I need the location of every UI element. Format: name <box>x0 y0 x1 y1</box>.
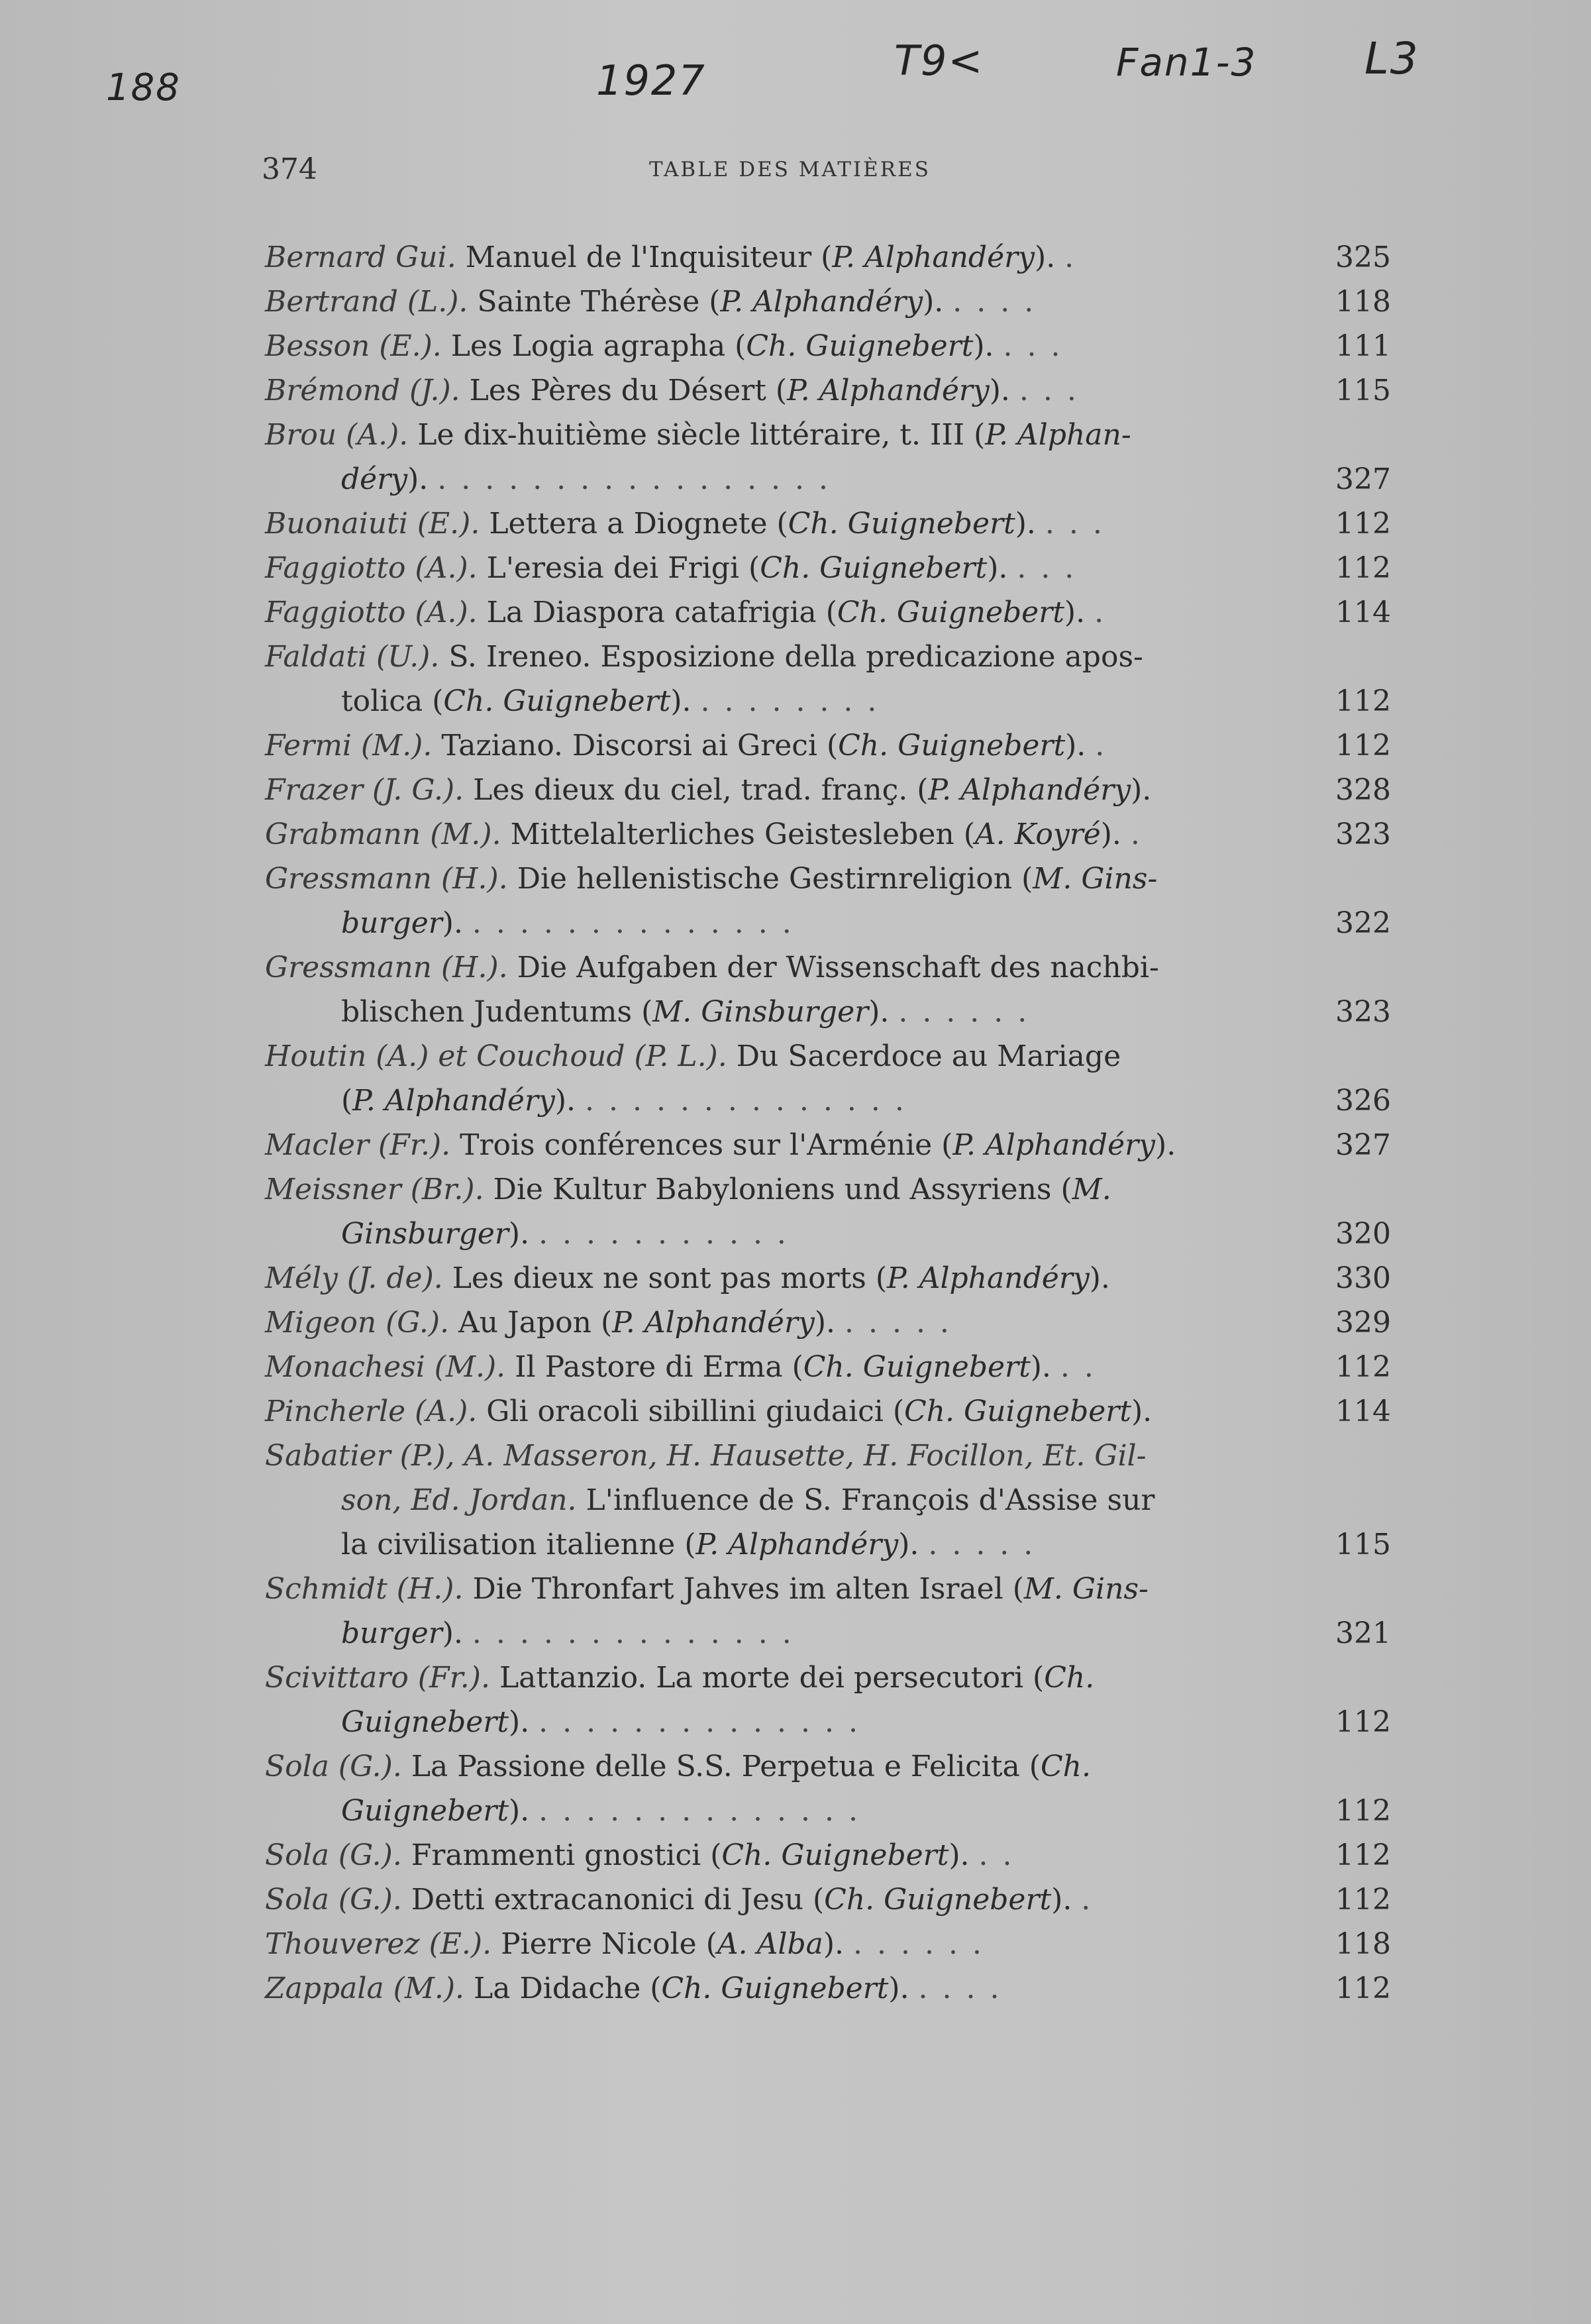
toc-entry: Sola (G.). La Passione delle S.S. Perpetua e Felicita (Ch. Guignebert). .............. 112 <box>265 1744 1391 1833</box>
entry-reviewer-cont: déry <box>341 462 408 496</box>
toc-entry: Faggiotto (A.). La Diaspora catafrigia (Ch. Guignebert). . 114 <box>265 590 1391 635</box>
entry-page: 326 <box>1335 1084 1391 1118</box>
entry-title: Du Sacerdoce au Mariage <box>736 1039 1121 1073</box>
entry-reviewer-cont: Guignebert <box>341 1705 509 1739</box>
entry-title: Die Aufgaben der Wissenschaft des nachbi- <box>517 951 1159 984</box>
toc-entry: Bernard Gui. Manuel de l'Inquisiteur (P. Alphandéry). . 325 <box>265 235 1391 280</box>
toc-entry: Meissner (Br.). Die Kultur Babyloniens und Assyriens (M. Ginsburger). ........... 320 <box>265 1167 1391 1256</box>
entry-title: S. Ireneo. Esposizione della predicazione apos- <box>448 640 1143 674</box>
toc-entry: Grabmann (M.). Mittelalterliches Geistesleben (A. Koyré). . 323 <box>265 812 1391 857</box>
entry-reviewer: Ch. Guignebert <box>837 596 1064 629</box>
entry-title-cont: tolica <box>341 684 423 718</box>
toc-entry: Faggiotto (A.). L'eresia dei Frigi (Ch. Guignebert). ... 112 <box>265 546 1391 590</box>
entry-author: Brou (A.). <box>265 418 409 452</box>
entry-author: Sabatier (P.), A. Masseron, H. Hausette, H. Focillon, Et. Gil- <box>265 1439 1147 1473</box>
toc-entry: Mély (J. de). Les dieux ne sont pas morts (P. Alphandéry). 330 <box>265 1256 1391 1300</box>
entry-author-cont: son, Ed. Jordan. <box>341 1483 577 1517</box>
entry-reviewer: P. Alphandéry <box>787 374 990 407</box>
entry-reviewer: P. Alphandéry <box>928 773 1131 807</box>
entry-author: Pincherle (A.). <box>265 1395 478 1428</box>
entry-reviewer: P. Alphandéry <box>612 1306 815 1340</box>
entry-page: 114 <box>1335 596 1391 629</box>
entry-reviewer: Ch. Guignebert <box>838 729 1066 763</box>
entry-page: 323 <box>1335 995 1391 1029</box>
entry-page: 322 <box>1335 906 1391 940</box>
toc-entry: Besson (E.). Les Logia agrapha (Ch. Guignebert). ... 111 <box>265 324 1391 368</box>
entry-page: 327 <box>1335 462 1391 496</box>
entry-author: Brémond (J.). <box>265 374 460 407</box>
entry-title: Taziano. Discorsi ai Greci <box>441 729 817 763</box>
entry-reviewer: P. Alphandéry <box>952 1128 1156 1162</box>
entry-reviewer: P. Alphandéry <box>695 1528 899 1561</box>
entry-author: Bertrand (L.). <box>265 285 468 319</box>
entry-reviewer: Ch. <box>1044 1661 1095 1695</box>
toc-entry: Sola (G.). Frammenti gnostici (Ch. Guignebert). .. 112 <box>265 1833 1391 1877</box>
entry-page: 112 <box>1335 1838 1391 1872</box>
toc-entry: Gressmann (H.). Die Aufgaben der Wissenschaft des nachbi- blischen Judentums (M. Ginsburger). ...... 323 <box>265 945 1391 1034</box>
toc-entry: Bertrand (L.). Sainte Thérèse (P. Alphandéry). .... 118 <box>265 280 1391 324</box>
entry-page: 112 <box>1335 1972 1391 2005</box>
entry-reviewer: M. Ginsburger <box>652 995 869 1029</box>
entry-page: 112 <box>1335 1705 1391 1739</box>
entry-reviewer: Ch. Guignebert <box>903 1395 1131 1428</box>
handwritten-note: Fan1-3 <box>1116 40 1257 85</box>
entry-reviewer: P. Alphandéry <box>720 285 923 319</box>
entry-author: Zappala (M.). <box>265 1972 465 2005</box>
entry-page: 327 <box>1335 1128 1391 1162</box>
toc-entry: Macler (Fr.). Trois conférences sur l'Arménie (P. Alphandéry). 327 <box>265 1123 1391 1167</box>
entry-page: 118 <box>1335 285 1391 319</box>
entry-reviewer: Ch. Guignebert <box>760 551 988 585</box>
toc-entry: Pincherle (A.). Gli oracoli sibillini giudaici (Ch. Guignebert). 114 <box>265 1389 1391 1434</box>
entry-author: Monachesi (M.). <box>265 1350 506 1384</box>
entry-title: L'influence de S. François d'Assise sur <box>586 1483 1155 1517</box>
entry-author: Fermi (M.). <box>265 729 433 763</box>
entry-title: Frammenti gnostici <box>411 1838 701 1872</box>
toc-entry: Sabatier (P.), A. Masseron, H. Hausette, H. Focillon, Et. Gil- son, Ed. Jordan. L'influence de S. François d'Assise sur la civilisation italienne (P. Alphandéry). ..... 115 <box>265 1434 1391 1567</box>
entry-author: Gressmann (H.). <box>265 951 508 984</box>
entry-author: Thouverez (E.). <box>265 1927 492 1961</box>
entry-author: Bernard Gui. <box>265 240 456 274</box>
entry-title: Die Kultur Babyloniens und Assyriens <box>493 1173 1052 1206</box>
entry-reviewer: Ch. Guignebert <box>746 329 974 363</box>
entry-reviewer: Ch. Guignebert <box>661 1972 889 2005</box>
entry-reviewer: Ch. Guignebert <box>443 684 671 718</box>
toc-entry: Fermi (M.). Taziano. Discorsi ai Greci (Ch. Guignebert). . 112 <box>265 723 1391 768</box>
toc-entry: Scivittaro (Fr.). Lattanzio. La morte dei persecutori (Ch. Guignebert). .............. 112 <box>265 1656 1391 1744</box>
page-number: 374 <box>262 152 317 186</box>
entry-page: 323 <box>1335 818 1391 851</box>
toc-entry: Frazer (J. G.). Les dieux du ciel, trad. franç. (P. Alphandéry). 328 <box>265 768 1391 812</box>
entry-reviewer: M. Gins- <box>1023 1572 1149 1606</box>
toc-entry: Brémond (J.). Les Pères du Désert (P. Alphandéry). ... 115 <box>265 368 1391 413</box>
entry-title: Les dieux ne sont pas morts <box>452 1261 866 1295</box>
entry-reviewer: Ch. Guignebert <box>824 1883 1052 1917</box>
entry-title: Le dix-huitième siècle littéraire, t. III <box>417 418 965 452</box>
toc-entry: Monachesi (M.). Il Pastore di Erma (Ch. Guignebert). .. 112 <box>265 1345 1391 1389</box>
entry-title: La Didache <box>474 1972 641 2005</box>
handwritten-note: L3 <box>1364 33 1419 84</box>
handwritten-note: 1927 <box>596 56 706 105</box>
toc-entry: Houtin (A.) et Couchoud (P. L.). Du Sacerdoce au Mariage (P. Alphandéry). .............. 326 <box>265 1034 1391 1123</box>
entry-reviewer-cont: Guignebert <box>341 1794 509 1828</box>
entry-author: Faggiotto (A.). <box>265 551 478 585</box>
entry-page: 112 <box>1335 551 1391 585</box>
entry-reviewer-cont: burger <box>341 906 442 940</box>
entry-author: Meissner (Br.). <box>265 1173 484 1206</box>
entry-page: 321 <box>1335 1616 1391 1650</box>
entry-title: Mittelalterliches Geistesleben <box>510 818 954 851</box>
toc-entry: Zappala (M.). La Didache (Ch. Guignebert). .... 112 <box>265 1966 1391 2011</box>
entry-reviewer: A. Alba <box>717 1927 823 1961</box>
entry-title: Die Thronfart Jahves im alten Israel <box>472 1572 1003 1606</box>
entry-author: Schmidt (H.). <box>265 1572 464 1606</box>
entry-author: Scivittaro (Fr.). <box>265 1661 490 1695</box>
entry-page: 325 <box>1335 240 1391 274</box>
entry-author: Buonaiuti (E.). <box>265 507 480 541</box>
entry-reviewer: P. Alphandéry <box>352 1084 555 1118</box>
handwritten-note: 188 <box>106 66 181 109</box>
entry-author: Sola (G.). <box>265 1750 402 1783</box>
entry-reviewer-cont: burger <box>341 1616 442 1650</box>
entry-page: 111 <box>1335 329 1391 363</box>
entry-author: Houtin (A.) et Couchoud (P. L.). <box>265 1039 727 1073</box>
entry-author: Grabmann (M.). <box>265 818 501 851</box>
entry-reviewer: M. Gins- <box>1033 862 1158 896</box>
entry-author: Mély (J. de). <box>265 1261 443 1295</box>
entry-author: Migeon (G.). <box>265 1306 450 1340</box>
entry-reviewer: P. Alphandéry <box>832 240 1035 274</box>
entry-title-cont: blischen Judentums <box>341 995 633 1029</box>
entry-title: Lattanzio. La morte dei persecutori <box>499 1661 1024 1695</box>
entry-page: 112 <box>1335 684 1391 718</box>
entry-author: Faggiotto (A.). <box>265 596 478 629</box>
entry-page: 118 <box>1335 1927 1391 1961</box>
entry-title: Les dieux du ciel, trad. franç. <box>473 773 908 807</box>
toc-entry: Thouverez (E.). Pierre Nicole (A. Alba). ...... 118 <box>265 1922 1391 1966</box>
entry-title: Detti extracanonici di Jesu <box>411 1883 803 1917</box>
entry-reviewer: Ch. Guignebert <box>721 1838 949 1872</box>
running-title: TABLE DES MATIÈRES <box>649 158 931 182</box>
entry-title: Au Japon <box>458 1306 591 1340</box>
entry-title-cont: la civilisation italienne <box>341 1528 676 1561</box>
entry-title: Pierre Nicole <box>501 1927 697 1961</box>
toc-entry: Schmidt (H.). Die Thronfart Jahves im alten Israel (M. Gins- burger). .............. 321 <box>265 1567 1391 1656</box>
entry-title: La Diaspora catafrigia <box>486 596 817 629</box>
entry-page: 112 <box>1335 1350 1391 1384</box>
entry-reviewer: P. Alphandéry <box>887 1261 1090 1295</box>
entry-reviewer: P. Alphan- <box>985 418 1131 452</box>
entry-reviewer-cont: Ginsburger <box>341 1217 509 1251</box>
table-of-contents <box>265 235 1391 2011</box>
handwritten-note: T9< <box>894 36 984 85</box>
entry-title: Sainte Thérèse <box>477 285 700 319</box>
entry-title: Les Pères du Désert <box>469 374 766 407</box>
toc-entry: Buonaiuti (E.). Lettera a Diognete (Ch. Guignebert). ... 112 <box>265 502 1391 546</box>
entry-author: Sola (G.). <box>265 1883 402 1917</box>
entry-page: 330 <box>1335 1261 1391 1295</box>
entry-page: 112 <box>1335 1794 1391 1828</box>
entry-page: 112 <box>1335 1883 1391 1917</box>
entry-author: Frazer (J. G.). <box>265 773 464 807</box>
entry-reviewer: Ch. Guignebert <box>803 1350 1031 1384</box>
toc-entry: Migeon (G.). Au Japon (P. Alphandéry). ..... 329 <box>265 1300 1391 1345</box>
toc-entry: Brou (A.). Le dix-huitième siècle littéraire, t. III (P. Alphan- déry). ................. 327 <box>265 413 1391 502</box>
entry-title: Gli oracoli sibillini giudaici <box>486 1395 884 1428</box>
entry-title: Manuel de l'Inquisiteur <box>465 240 812 274</box>
entry-page: 115 <box>1335 374 1391 407</box>
entry-page: 114 <box>1335 1395 1391 1428</box>
entry-author: Sola (G.). <box>265 1838 402 1872</box>
entry-reviewer: Ch. <box>1040 1750 1091 1783</box>
entry-title: L'eresia dei Frigi <box>486 551 740 585</box>
toc-entry: Gressmann (H.). Die hellenistische Gestirnreligion (M. Gins- burger). .............. 322 <box>265 857 1391 945</box>
entry-reviewer: M. <box>1072 1173 1111 1206</box>
entry-title: La Passione delle S.S. Perpetua e Felicita <box>411 1750 1020 1783</box>
entry-title: Trois conférences sur l'Arménie <box>460 1128 933 1162</box>
entry-author: Macler (Fr.). <box>265 1128 451 1162</box>
toc-entry: Faldati (U.). S. Ireneo. Esposizione della predicazione apos- tolica (Ch. Guignebert). ........ 112 <box>265 635 1391 723</box>
entry-page: 328 <box>1335 773 1391 807</box>
entry-reviewer: Ch. Guignebert <box>788 507 1015 541</box>
entry-page: 329 <box>1335 1306 1391 1340</box>
entry-title: Die hellenistische Gestirnreligion <box>517 862 1013 896</box>
toc-entry: Sola (G.). Detti extracanonici di Jesu (Ch. Guignebert). . 112 <box>265 1877 1391 1922</box>
entry-title: Lettera a Diognete <box>489 507 768 541</box>
entry-author: Gressmann (H.). <box>265 862 508 896</box>
entry-author: Besson (E.). <box>265 329 442 363</box>
entry-page: 112 <box>1335 507 1391 541</box>
entry-page: 115 <box>1335 1528 1391 1561</box>
entry-page: 320 <box>1335 1217 1391 1251</box>
entry-page: 112 <box>1335 729 1391 763</box>
entry-author: Faldati (U.). <box>265 640 440 674</box>
entry-title: Les Logia agrapha <box>450 329 726 363</box>
entry-title: Il Pastore di Erma <box>515 1350 783 1384</box>
entry-reviewer: A. Koyré <box>974 818 1101 851</box>
